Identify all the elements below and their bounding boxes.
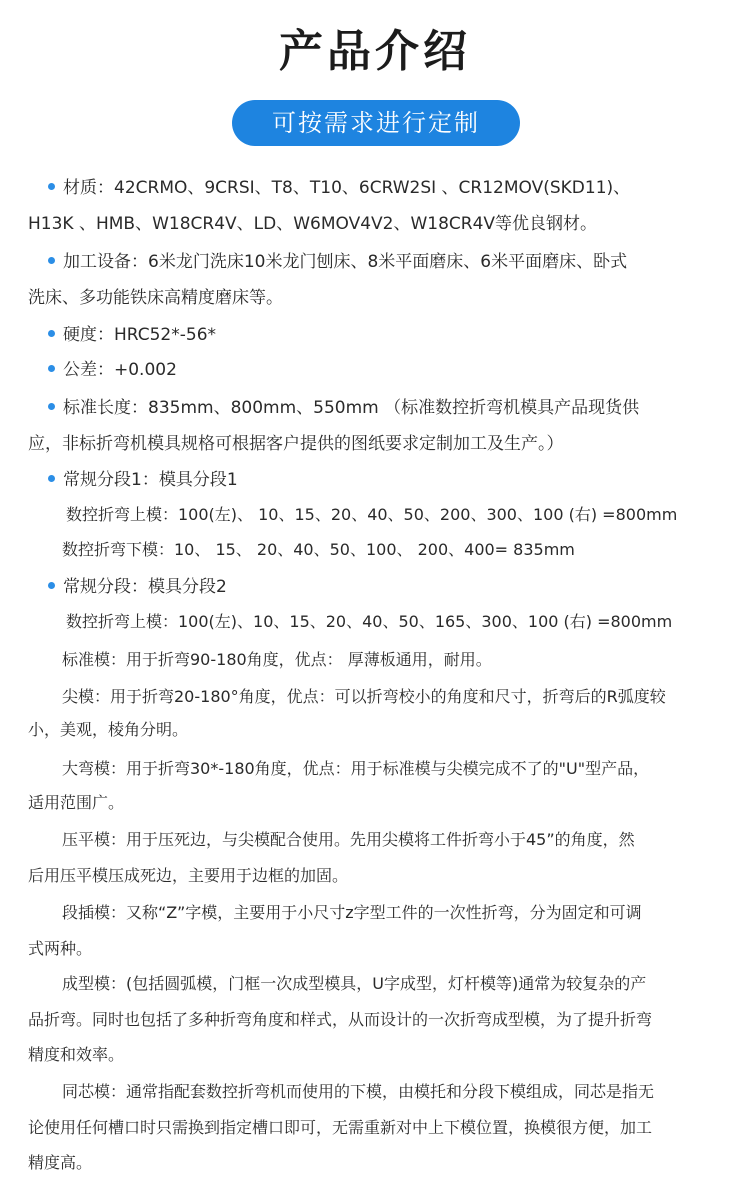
line-text: 精度和效率。 (28, 1045, 125, 1064)
line-text: 常规分段1：模具分段1 (63, 470, 238, 490)
line-text: 精度高。 (28, 1153, 93, 1172)
line-text: H13K 、HMB、W18CR4V、LD、W6MOV4V2、W18CR4V等优良钢材。 (28, 214, 598, 234)
line-text: 后用压平模压成死边，主要用于边框的加固。 (28, 866, 349, 885)
text-line (62, 972, 646, 996)
text-line (28, 937, 92, 961)
line-text: 成型模：(包括圆弧模，门框一次成型模具，U字成型，灯杆模等)通常为较复杂的产 (62, 974, 647, 993)
line-text: 标准长度：835mm、800mm、550mm （标准数控折弯机模具产品现货供 (63, 398, 640, 418)
text-line (28, 1116, 652, 1140)
text-line (28, 1008, 652, 1032)
text-line (28, 286, 283, 310)
text-line (28, 1151, 92, 1175)
text-line (62, 685, 666, 709)
line-text: 式两种。 (28, 939, 93, 958)
customize-badge: 可按需求进行定制 (232, 100, 520, 146)
bullet-item (48, 250, 627, 274)
line-text: 尖模：用于折弯20-180°角度，优点：可以折弯校小的角度和尺寸，折弯后的R弧度较 (62, 687, 666, 706)
text-line (28, 791, 124, 815)
text-line (28, 718, 188, 742)
line-text: 同芯模：通常指配套数控折弯机而使用的下模，由模托和分段下模组成，同芯是指无 (62, 1082, 655, 1101)
bullet-dot-icon (48, 582, 55, 589)
line-text: 应，非标折弯机模具规格可根据客户提供的图纸要求定制加工及生产。） (28, 434, 564, 454)
text-line (66, 503, 677, 527)
text-line (28, 1043, 124, 1067)
line-text: 大弯模：用于折弯30*-180角度，优点：用于标准模与尖模完成不了的"U"型产品， (62, 759, 650, 778)
line-text: 小，美观，棱角分明。 (28, 720, 189, 739)
bullet-item (48, 575, 227, 599)
line-text: 硬度：HRC52*-56* (63, 325, 217, 345)
line-text: 品折弯。同时也包括了多种折弯角度和样式，从而设计的一次折弯成型模，为了提升折弯 (28, 1010, 653, 1029)
bullet-item (48, 468, 238, 492)
line-text: 洗床、多功能铁床高精度磨床等。 (28, 288, 283, 308)
line-text: 论使用任何槽口时只需换到指定槽口即可，无需重新对中上下模位置，换模很方便，加工 (28, 1118, 653, 1137)
bullet-dot-icon (48, 475, 55, 482)
page-title: 产品介绍 (279, 26, 471, 77)
line-text: 材质：42CRMO、9CRSI、T8、T10、6CRW2SI 、CR12MOV(SKD11)、 (63, 178, 631, 198)
line-text: 公差：+0.002 (63, 360, 177, 380)
text-line (62, 757, 649, 781)
text-line (62, 538, 575, 562)
line-text: 标准模：用于折弯90-180角度，优点： 厚薄板通用，耐用。 (62, 650, 492, 669)
bullet-item (48, 358, 177, 382)
text-line (28, 432, 564, 456)
bullet-item (48, 176, 630, 200)
bullet-dot-icon (48, 330, 55, 337)
line-text: 加工设备：6米龙门洗床10米龙门刨床、8米平面磨床、6米平面磨床、卧式 (63, 252, 628, 272)
line-text: 数控折弯上模：100(左)、 10、15、20、40、50、200、300、100 (右) =800mm (66, 505, 678, 524)
line-text: 常规分段：模具分段2 (63, 577, 227, 597)
line-text: 段插模：又称“Z”字模，主要用于小尺寸z字型工件的一次性折弯，分为固定和可调 (62, 903, 642, 922)
text-line (62, 648, 492, 672)
line-text: 适用范围广。 (28, 793, 125, 812)
text-line (62, 1080, 654, 1104)
bullet-dot-icon (48, 183, 55, 190)
bullet-item (48, 323, 216, 347)
bullet-item (48, 396, 639, 420)
text-line (66, 610, 672, 634)
text-line (28, 864, 348, 888)
text-line (62, 901, 642, 925)
bullet-dot-icon (48, 257, 55, 264)
bullet-dot-icon (48, 365, 55, 372)
text-line (28, 212, 597, 236)
bullet-dot-icon (48, 403, 55, 410)
line-text: 数控折弯下模：10、 15、 20、40、50、100、 200、400= 835mm (62, 540, 575, 559)
line-text: 数控折弯上模：100(左)、10、15、20、40、50、165、300、100 (右) =800mm (66, 612, 673, 631)
line-text: 压平模：用于压死边，与尖模配合使用。先用尖模将工件折弯小于45”的角度，然 (62, 830, 635, 849)
text-line (62, 828, 635, 852)
